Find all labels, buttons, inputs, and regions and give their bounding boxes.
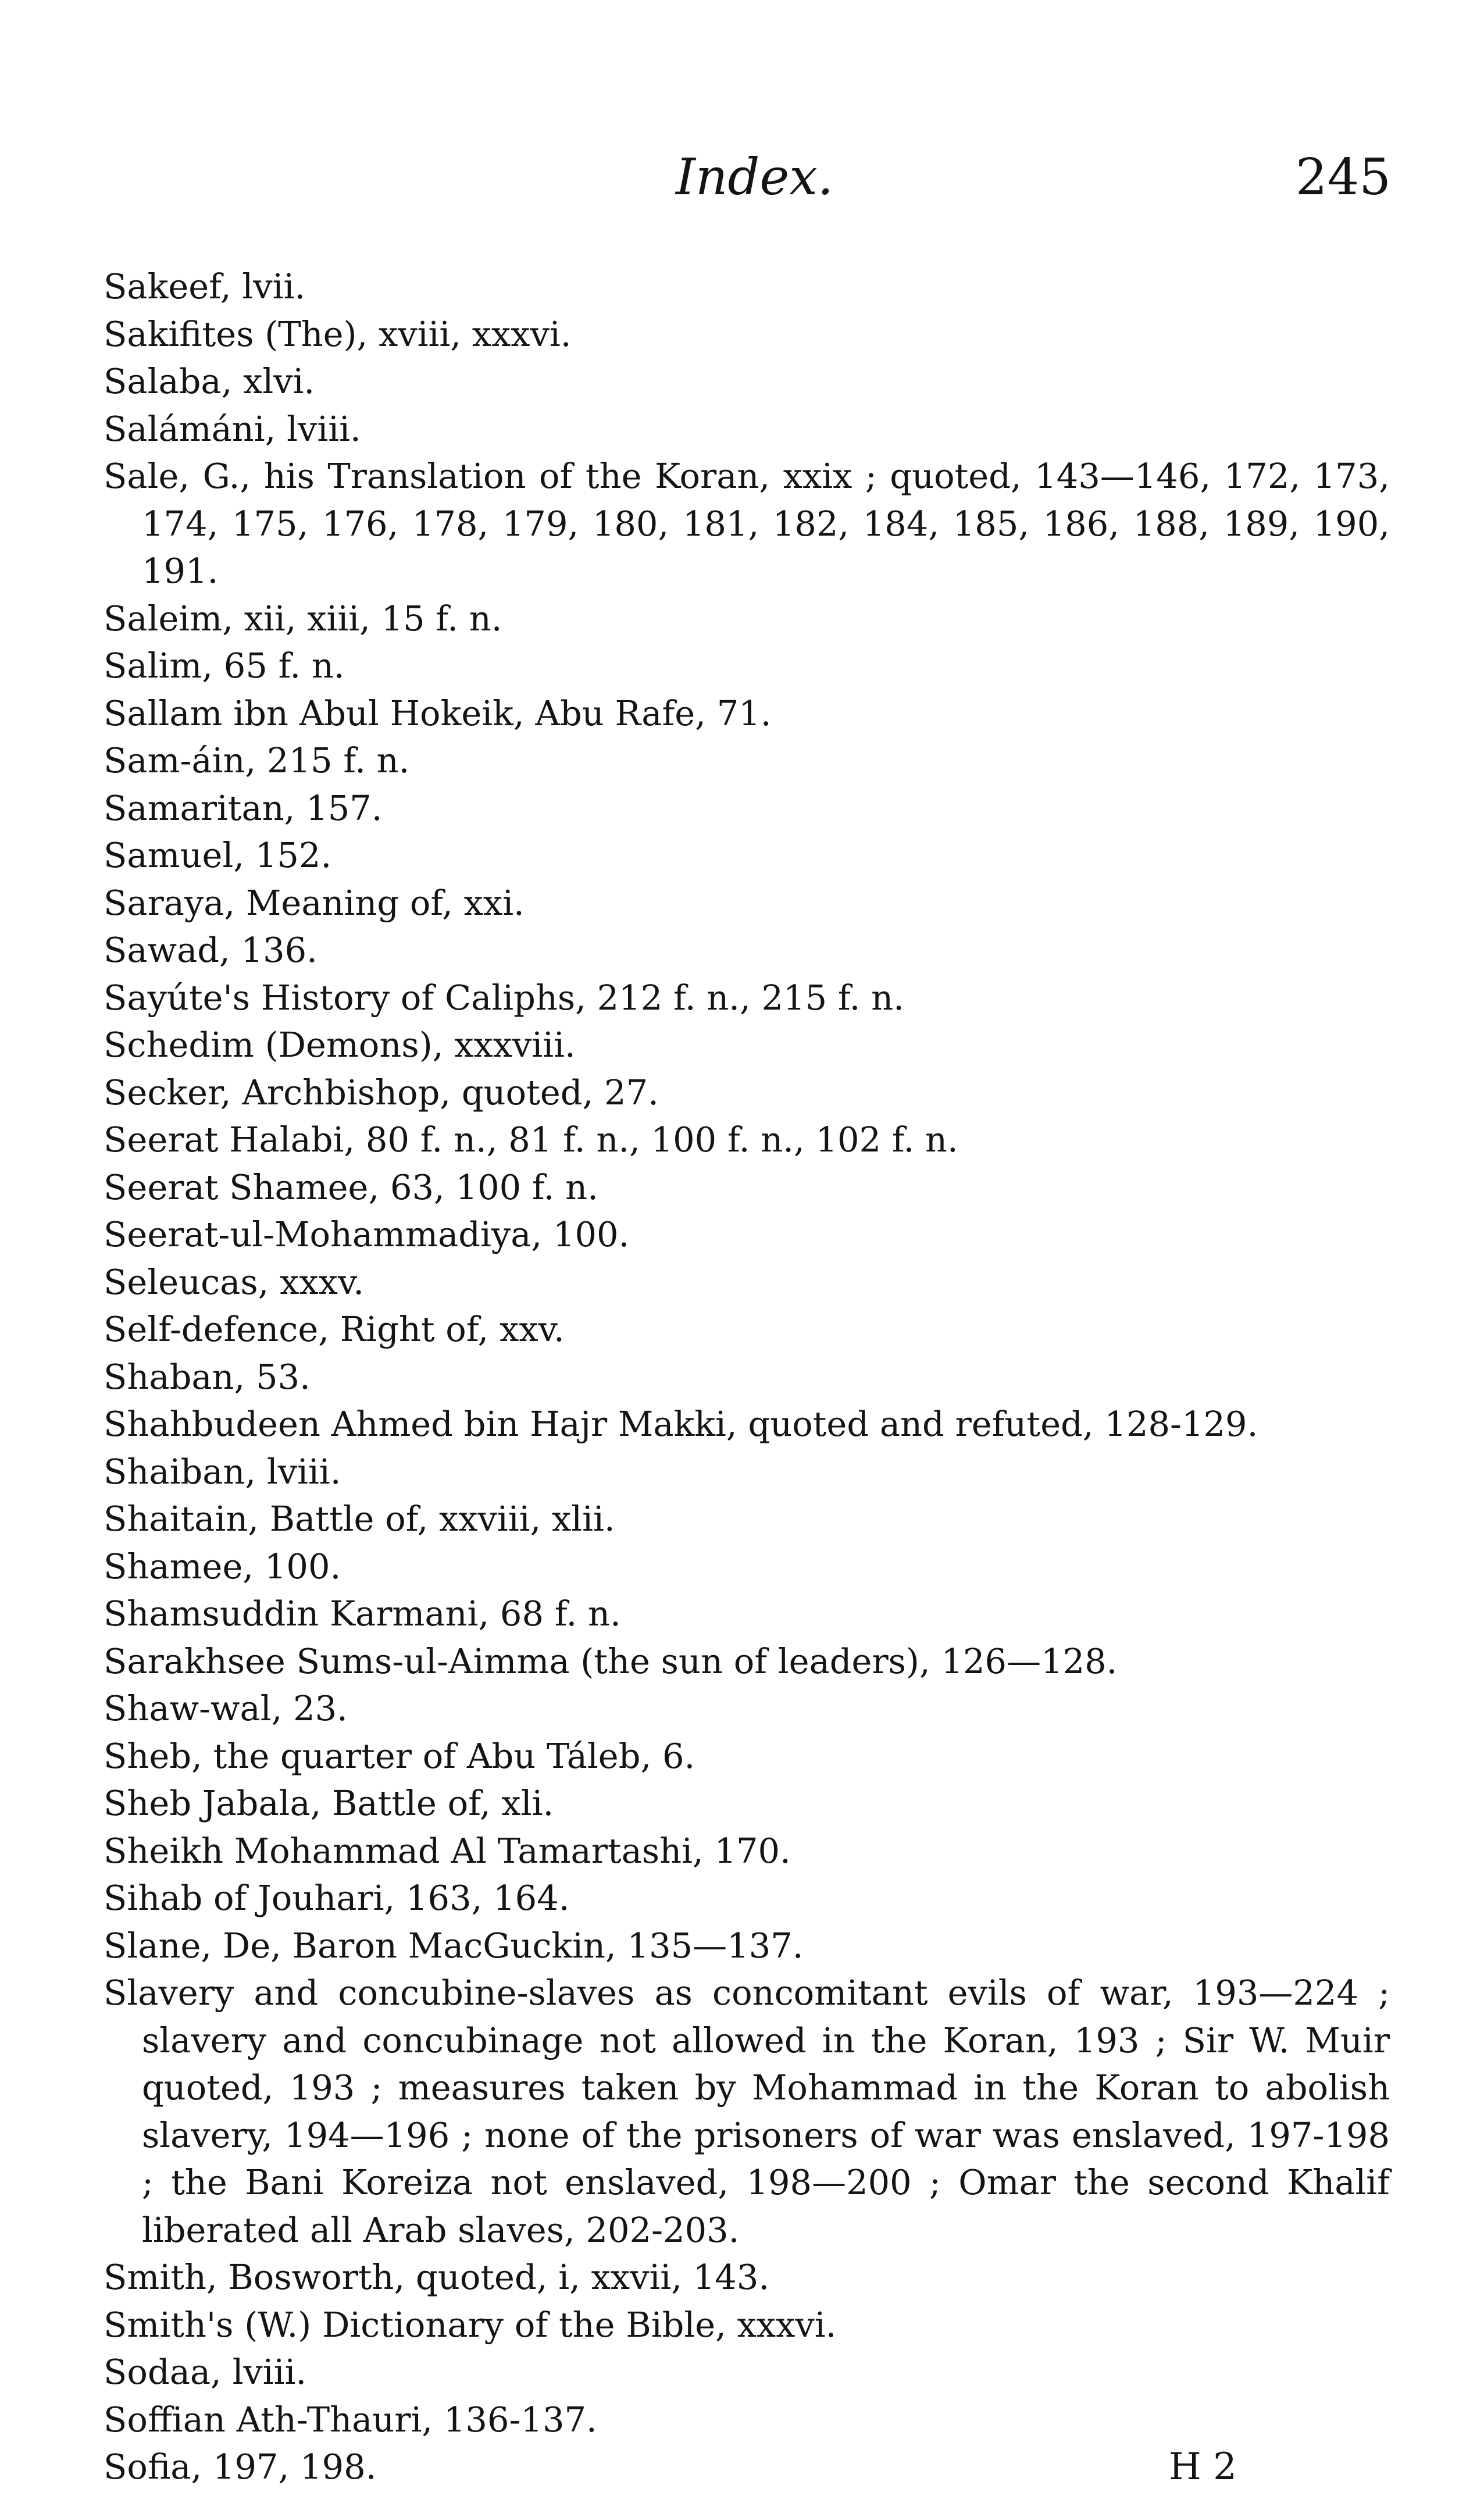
index-entry: Smith, Bosworth, quoted, i, xxvii, 143. <box>104 2257 770 2297</box>
signature-mark: H 2 <box>1169 2445 1237 2488</box>
index-entry: Salim, 65 f. n. <box>104 646 345 686</box>
index-entry: Samaritan, 157. <box>104 787 383 828</box>
page-number: 245 <box>1295 148 1391 206</box>
index-entry: Sofia, 197, 198. <box>104 2447 377 2487</box>
index-entry: Saraya, Meaning of, xxi. <box>104 882 525 923</box>
index-entry: Sodaa, lviii. <box>104 2352 307 2392</box>
index-entry: Salámáni, lviii. <box>104 408 361 449</box>
index-entry: Soffian Ath-Thauri, 136-137. <box>104 2399 597 2440</box>
index-entry: Shaban, 53. <box>104 1356 311 1397</box>
index-entry: Slavery and concubine-slaves as concomitant evils of war, 193—224 ; slavery and concubinage not allowed in the Koran, 193 ; Sir W. Muir quoted, 193 ; measures taken by Mohammad in the Koran to abolish slavery, 194—196 ; none of the prisoners of war was enslaved, 197-198 ; the Bani Koreiza not enslaved, 198—200 ; Omar the second Khalif liberated all Arab slaves, 202-203. <box>104 1973 1390 2250</box>
index-entry: Seerat-ul-Mohammadiya, 100. <box>104 1214 630 1254</box>
index-entry: Sam-áin, 215 f. n. <box>104 740 410 780</box>
index-entry: Shaiban, lviii. <box>104 1451 341 1492</box>
index-entry: Sakifites (The), xviii, xxxvi. <box>104 313 572 354</box>
index-entry: Smith's (W.) Dictionary of the Bible, xxxvi. <box>104 2304 837 2345</box>
index-entries <box>104 263 1390 2491</box>
index-entry: Salaba, xlvi. <box>104 361 315 401</box>
index-entry: Slane, De, Baron MacGuckin, 135—137. <box>104 1925 804 1966</box>
index-entry: Seerat Shamee, 63, 100 f. n. <box>104 1167 598 1207</box>
index-entry: Samuel, 152. <box>104 835 332 875</box>
index-entry: Shaw-wal, 23. <box>104 1688 348 1728</box>
index-entry: Sarakhsee Sums-ul-Aimma (the sun of leaders), 126—128. <box>104 1641 1118 1681</box>
index-entry: Shahbudeen Ahmed bin Hajr Makki, quoted and refuted, 128-129. <box>104 1404 1258 1444</box>
index-entry: Sheikh Mohammad Al Tamartashi, 170. <box>104 1830 791 1871</box>
index-entry: Sawad, 136. <box>104 930 318 970</box>
index-entry: Sihab of Jouhari, 163, 164. <box>104 1878 570 1918</box>
index-entry: Shamsuddin Karmani, 68 f. n. <box>104 1593 621 1634</box>
page-header <box>0 148 1484 216</box>
index-entry: Saleim, xii, xiii, 15 f. n. <box>104 598 502 639</box>
index-entry: Secker, Archbishop, quoted, 27. <box>104 1072 659 1113</box>
index-entry: Schedim (Demons), xxxviii. <box>104 1025 576 1065</box>
index-entry: Seleucas, xxxv. <box>104 1261 365 1302</box>
index-entry: Sakeef, lvii. <box>104 266 306 306</box>
index-entry: Shaitain, Battle of, xxviii, xlii. <box>104 1499 615 1539</box>
index-entry: Sayúte's History of Caliphs, 212 f. n., 215 f. n. <box>104 977 904 1018</box>
index-entry: Sallam ibn Abul Hokeik, Abu Rafe, 71. <box>104 693 772 733</box>
index-entry: Shamee, 100. <box>104 1546 341 1586</box>
running-title: Index. <box>676 148 834 206</box>
index-entry: Seerat Halabi, 80 f. n., 81 f. n., 100 f. n., 102 f. n. <box>104 1119 958 1160</box>
index-entry: Sheb, the quarter of Abu Táleb, 6. <box>104 1735 695 1776</box>
index-entry: Sheb Jabala, Battle of, xli. <box>104 1783 554 1823</box>
index-entry: Sale, G., his Translation of the Koran, xxix ; quoted, 143—146, 172, 173, 174, 175, 176, 178, 179, 180, 181, 182, 184, 185, 186, 188, 189, 190, 191. <box>104 456 1390 591</box>
index-entry: Self-defence, Right of, xxv. <box>104 1309 565 1349</box>
